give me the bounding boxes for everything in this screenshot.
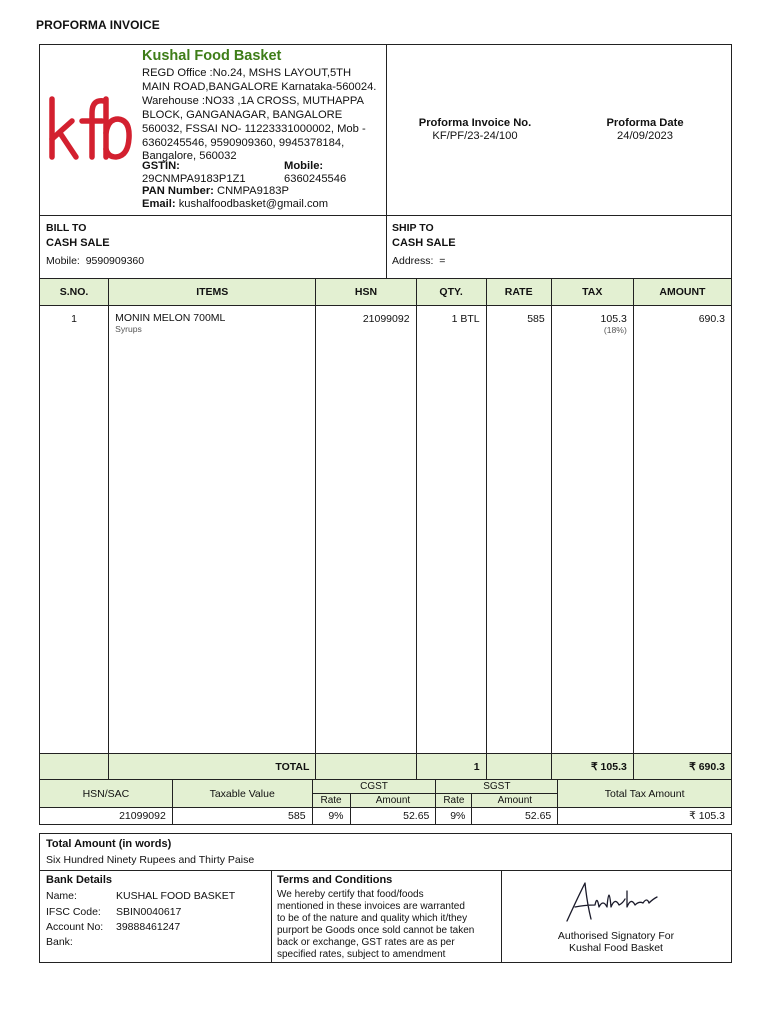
- sgst-header: SGST: [436, 780, 558, 794]
- seller-address: REGD Office :No.24, MSHS LAYOUT,5TH MAIN ROAD,BANGALORE Karnataka-560024. Warehouse :NO33 ,1A CROSS, MUTHAPPA BLOCK, GANGANAGAR, BANGALORE 560032, FSSAI NO- 11223331000002, Mob - 6360245546, 9590909360, 9945378184, Bangalore, 560032: [142, 67, 377, 163]
- row-sno: 1: [40, 306, 109, 754]
- gstin-label: GSTIN:: [142, 160, 180, 172]
- mobile-label: Mobile:: [284, 160, 324, 172]
- hsn-summary-row: [40, 808, 732, 825]
- invoice-number-block: [400, 117, 550, 143]
- signatory-line2: Kushal Food Basket: [569, 941, 663, 954]
- taxable-header: Taxable Value: [172, 780, 312, 808]
- footer-block: [39, 870, 732, 963]
- summary-hsn: 21099092: [40, 808, 173, 825]
- summary-total-tax: ₹ 105.3: [558, 808, 732, 825]
- hsn-header: HSN/SAC: [40, 780, 173, 808]
- total-label: TOTAL: [109, 754, 316, 781]
- sgst-rate-header: Rate: [436, 794, 472, 808]
- col-items: ITEMS: [109, 279, 316, 306]
- ship-to-address: Address: =: [392, 255, 446, 267]
- col-hsn: HSN: [316, 279, 416, 306]
- invoice-date: 24/09/2023: [617, 130, 673, 142]
- tax-value: 105.3: [600, 313, 627, 325]
- bank-name-value: KUSHAL FOOD BASKET: [116, 890, 236, 902]
- summary-cgst-amount: 52.65: [350, 808, 436, 825]
- sgst-amount-header: Amount: [472, 794, 558, 808]
- gstin-value: 29CNMPA9183P1Z1: [142, 172, 246, 185]
- col-tax: TAX: [551, 279, 633, 306]
- col-sno: S.NO.: [40, 279, 109, 306]
- col-amount: AMOUNT: [633, 279, 731, 306]
- seller-pan: PAN Number: CNMPA9183P: [142, 185, 289, 197]
- invoice-number: KF/PF/23-24/100: [432, 130, 518, 142]
- cgst-amount-header: Amount: [350, 794, 436, 808]
- signatory-line1: Authorised Signatory For: [557, 930, 675, 942]
- row-qty: 1 BTL: [416, 306, 486, 754]
- seller-name: Kushal Food Basket: [142, 48, 282, 64]
- items-table: [39, 278, 732, 781]
- bank-name-label: Name:: [46, 890, 77, 902]
- mobile-value: 6360245546: [284, 172, 347, 185]
- bank-details: [40, 871, 272, 962]
- item-name: MONIN MELON 700ML: [115, 312, 226, 324]
- row-hsn: 21099092: [316, 306, 416, 754]
- signatory-block: [501, 871, 731, 962]
- summary-cgst-rate: 9%: [312, 808, 350, 825]
- terms-text: We hereby certify that food/foods mentioned in these invoices are warranted to be of the nature and quality which it/they purport be Goods once sold cannot be taken back or exchange, GST rates are as per specified rates, subject to amendment: [277, 889, 475, 960]
- row-rate: 585: [486, 306, 551, 754]
- amount-words-label: Total Amount (in words): [46, 838, 172, 850]
- kfb-logo: [46, 93, 132, 163]
- bill-to-name: CASH SALE: [46, 237, 110, 249]
- bill-to-block: [40, 215, 387, 278]
- account-value: 39888461247: [116, 921, 181, 933]
- signatory-label: [501, 931, 731, 954]
- row-item: [109, 306, 316, 754]
- terms-label: Terms and Conditions: [277, 874, 393, 886]
- invoice-number-label: Proforma Invoice No.: [418, 117, 532, 129]
- invoice-header: [39, 44, 732, 216]
- seller-block: [40, 45, 387, 215]
- total-row: [40, 754, 732, 781]
- document-title: PROFORMA INVOICE: [36, 18, 160, 32]
- ship-to-label: SHIP TO: [392, 222, 434, 234]
- row-amount: 690.3: [633, 306, 731, 754]
- total-qty: 1: [416, 754, 486, 781]
- ship-to-name: CASH SALE: [392, 237, 456, 249]
- signature-image: [563, 877, 669, 927]
- total-amount: ₹ 690.3: [633, 754, 731, 781]
- summary-sgst-rate: 9%: [436, 808, 472, 825]
- bill-to-mobile: Mobile: 9590909360: [46, 255, 145, 267]
- billing-shipping: [39, 215, 732, 279]
- row-tax: [551, 306, 633, 754]
- summary-taxable: 585: [172, 808, 312, 825]
- total-tax: ₹ 105.3: [551, 754, 633, 781]
- terms-conditions: [271, 871, 502, 962]
- ship-to-block: [386, 215, 732, 278]
- hsn-summary-table: [39, 779, 732, 825]
- items-header-row: [40, 279, 732, 306]
- invoice-date-label: Proforma Date: [606, 117, 684, 129]
- ifsc-label: IFSC Code:: [46, 906, 101, 918]
- account-label: Account No:: [46, 921, 104, 933]
- bank-details-label: Bank Details: [46, 874, 113, 886]
- item-category: Syrups: [115, 324, 142, 334]
- total-tax-header: Total Tax Amount: [558, 780, 732, 808]
- tax-percent: (18%): [603, 325, 627, 335]
- invoice-date-block: [580, 117, 710, 143]
- ifsc-value: SBIN0040617: [116, 906, 182, 918]
- table-row: [40, 306, 732, 754]
- bill-to-label: BILL TO: [46, 222, 87, 234]
- amount-words-value: Six Hundred Ninety Rupees and Thirty Paise: [46, 854, 255, 866]
- seller-email: Email: kushalfoodbasket@gmail.com: [142, 198, 329, 210]
- amount-in-words: [39, 833, 732, 871]
- bank-label: Bank:: [46, 936, 73, 948]
- cgst-rate-header: Rate: [312, 794, 350, 808]
- col-qty: QTY.: [416, 279, 486, 306]
- col-rate: RATE: [486, 279, 551, 306]
- cgst-header: CGST: [312, 780, 436, 794]
- summary-sgst-amount: 52.65: [472, 808, 558, 825]
